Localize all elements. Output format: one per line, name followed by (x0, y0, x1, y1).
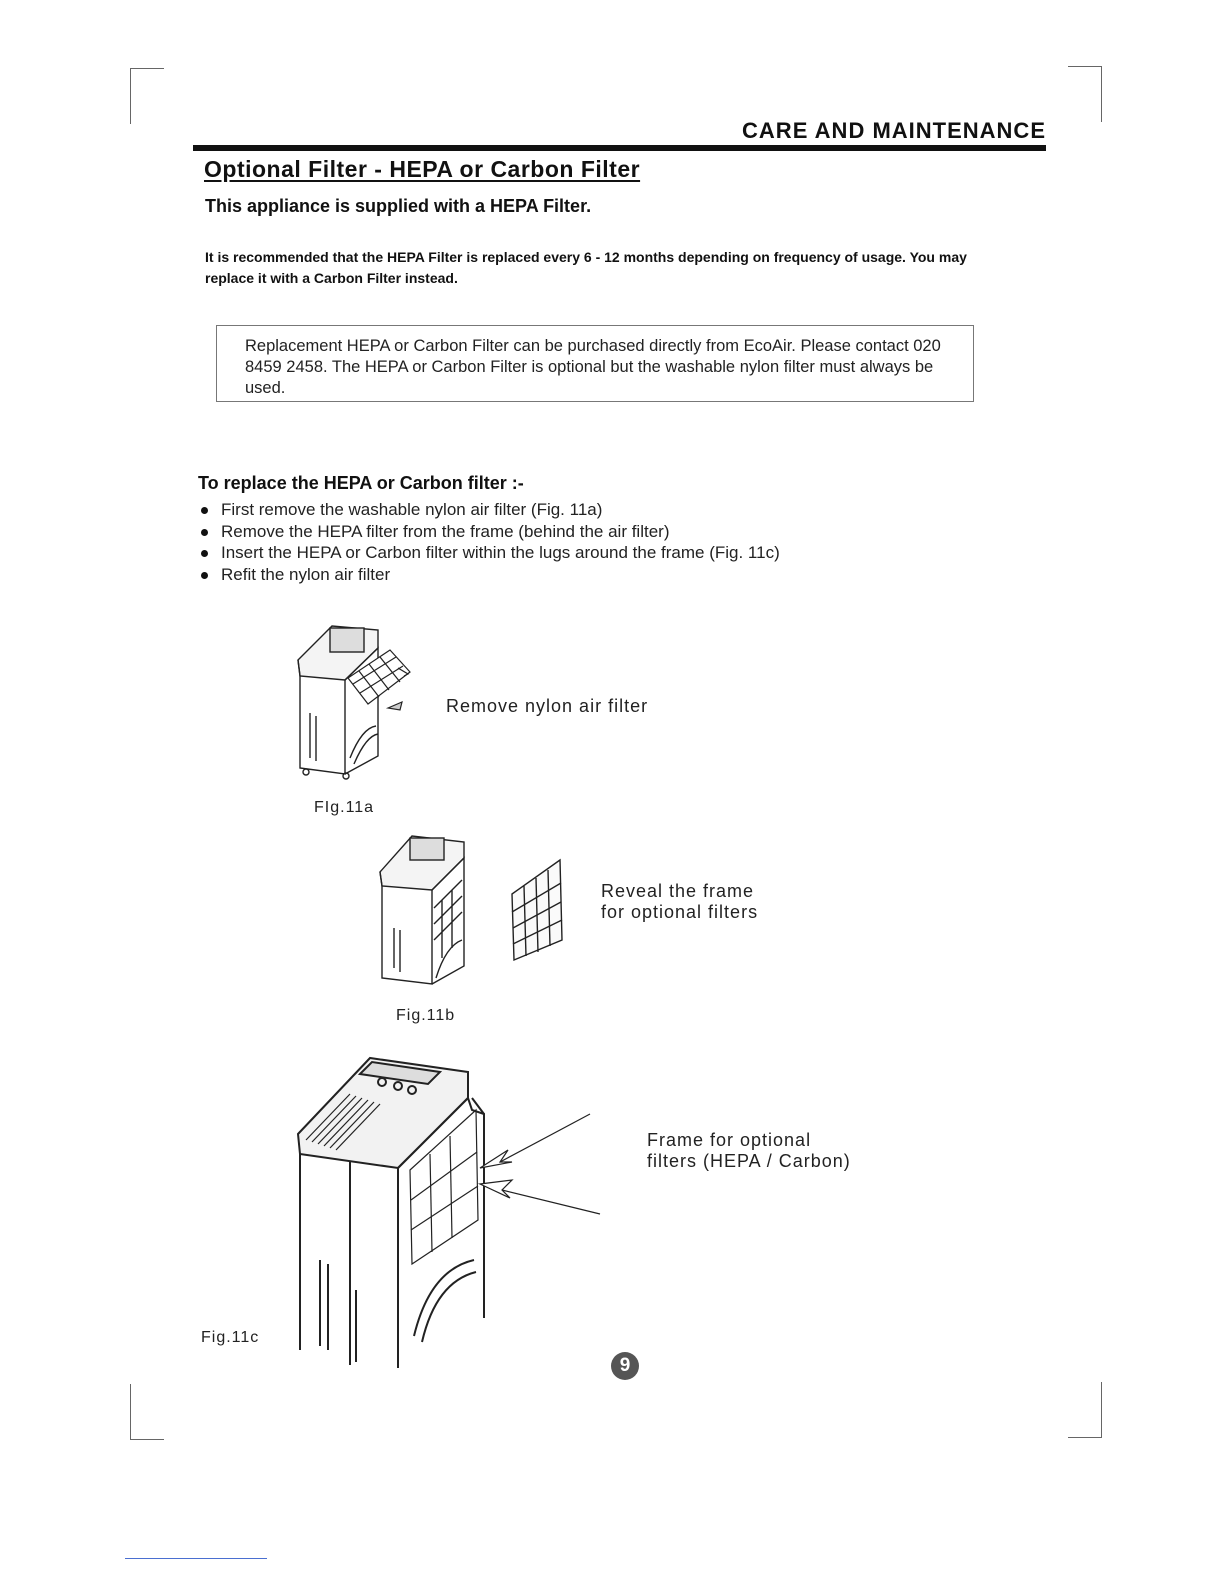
figure-caption-line: filters (HEPA / Carbon) (647, 1151, 851, 1171)
bullet-icon (201, 572, 208, 579)
bullet-icon (201, 550, 208, 557)
crop-mark-bottom-left (130, 1439, 164, 1440)
figure-label: FIg.11a (314, 799, 375, 816)
figure-caption-line: Reveal the frame (601, 881, 755, 901)
crop-mark-bottom-left (130, 1384, 131, 1440)
bullet-icon (201, 507, 208, 514)
section-title: Optional Filter - HEPA or Carbon Filter (204, 156, 641, 182)
list-item: Refit the nylon air filter (200, 564, 780, 586)
footer-rule (125, 1558, 267, 1559)
dehumidifier-frame-revealed-illustration (372, 828, 572, 988)
figure-label: Fig.11c (201, 1329, 260, 1346)
dehumidifier-remove-filter-illustration (290, 618, 420, 783)
page-header: CARE AND MAINTENANCE (742, 118, 1046, 143)
notice-box (216, 325, 974, 402)
dehumidifier-closeup-frame-illustration (290, 1050, 610, 1375)
crop-mark-bottom-right (1101, 1382, 1102, 1438)
notice-text: Replacement HEPA or Carbon Filter can be purchased directly from EcoAir. Please contact 020 8459 2458. The HEPA or Carbon Filter is optional but the washable nylon filter must always be used. (245, 337, 941, 397)
page-number: 9 (611, 1352, 639, 1380)
header-rule (193, 145, 1046, 151)
steps-heading: To replace the HEPA or Carbon filter :- (198, 473, 524, 493)
section-subtitle: This appliance is supplied with a HEPA Filter. (205, 196, 592, 216)
recommendation-text: It is recommended that the HEPA Filter is replaced every 6 - 12 months depending on frequency of usage. You may replace it with a Carbon Filter instead. (205, 249, 967, 286)
figure-caption (601, 881, 758, 923)
figure-caption-line: Frame for optional (647, 1130, 812, 1150)
steps-list (200, 499, 780, 585)
list-item: Remove the HEPA filter from the frame (behind the air filter) (200, 521, 780, 543)
figure-caption: Remove nylon air filter (446, 696, 649, 716)
crop-mark-top-right (1068, 66, 1102, 67)
crop-mark-top-left (130, 68, 131, 124)
crop-mark-bottom-right (1068, 1437, 1102, 1438)
figure-caption-line: for optional filters (601, 902, 759, 922)
crop-mark-top-right (1101, 66, 1102, 122)
list-item: Insert the HEPA or Carbon filter within the lugs around the frame (Fig. 11c) (200, 542, 780, 564)
list-item: First remove the washable nylon air filter (Fig. 11a) (200, 499, 780, 521)
bullet-icon (201, 529, 208, 536)
crop-mark-top-left (130, 68, 164, 69)
figure-label: Fig.11b (396, 1007, 456, 1024)
figure-caption (647, 1130, 851, 1172)
